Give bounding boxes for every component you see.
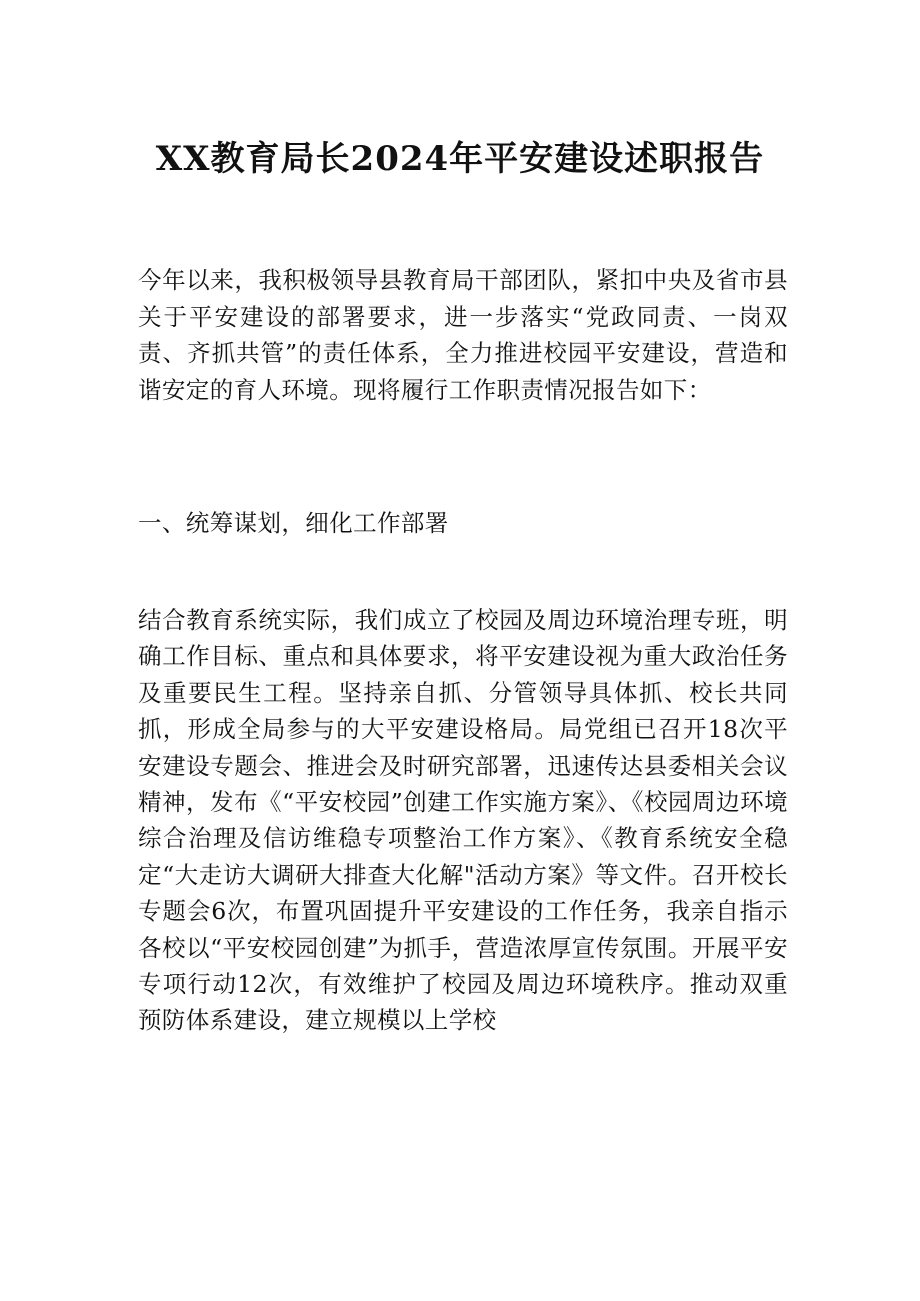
- section-heading-1: 一、统筹谋划，细化工作部署: [138, 509, 449, 537]
- section-1-body-paragraph: 结合教育系统实际，我们成立了校园及周边环境治理专班，明确工作目标、重点和具体要求，将平安建设视为重大政治任务及重要民生工程。坚持亲自抓、分管领导具体抓、校长共同抓，形成全局参与的大平安建设格局。局党组已召开18次平安建设专题会、推进会及时研究部署，迅速传达县委相关会议精神，发布《“平安校园”创建工作实施方案》、《校园周边环境综合治理及信访维稳专项整治工作方案》、《教育系统安全稳定“大走访大调研大排查大化解"活动方案》等文件。召开校长专题会6次，布置巩固提升平安建设的工作任务，我亲自指示各校以“平安校园创建”为抓手，营造浓厚宣传氛围。开展平安专项行动12次，有效维护了校园及周边环境秩序。推动双重预防体系建设，建立规模以上学校: [138, 606, 788, 1035]
- intro-paragraph: 今年以来，我积极领导县教育局干部团队，紧扣中央及省市县关于平安建设的部署要求，进一步落实“党政同责、一岗双责、齐抓共管”的责任体系，全力推进校园平安建设，营造和谐安定的育人环境。现将履行工作职责情况报告如下：: [138, 266, 788, 404]
- document-title: XX教育局长2024年平安建设述职报告: [155, 139, 765, 179]
